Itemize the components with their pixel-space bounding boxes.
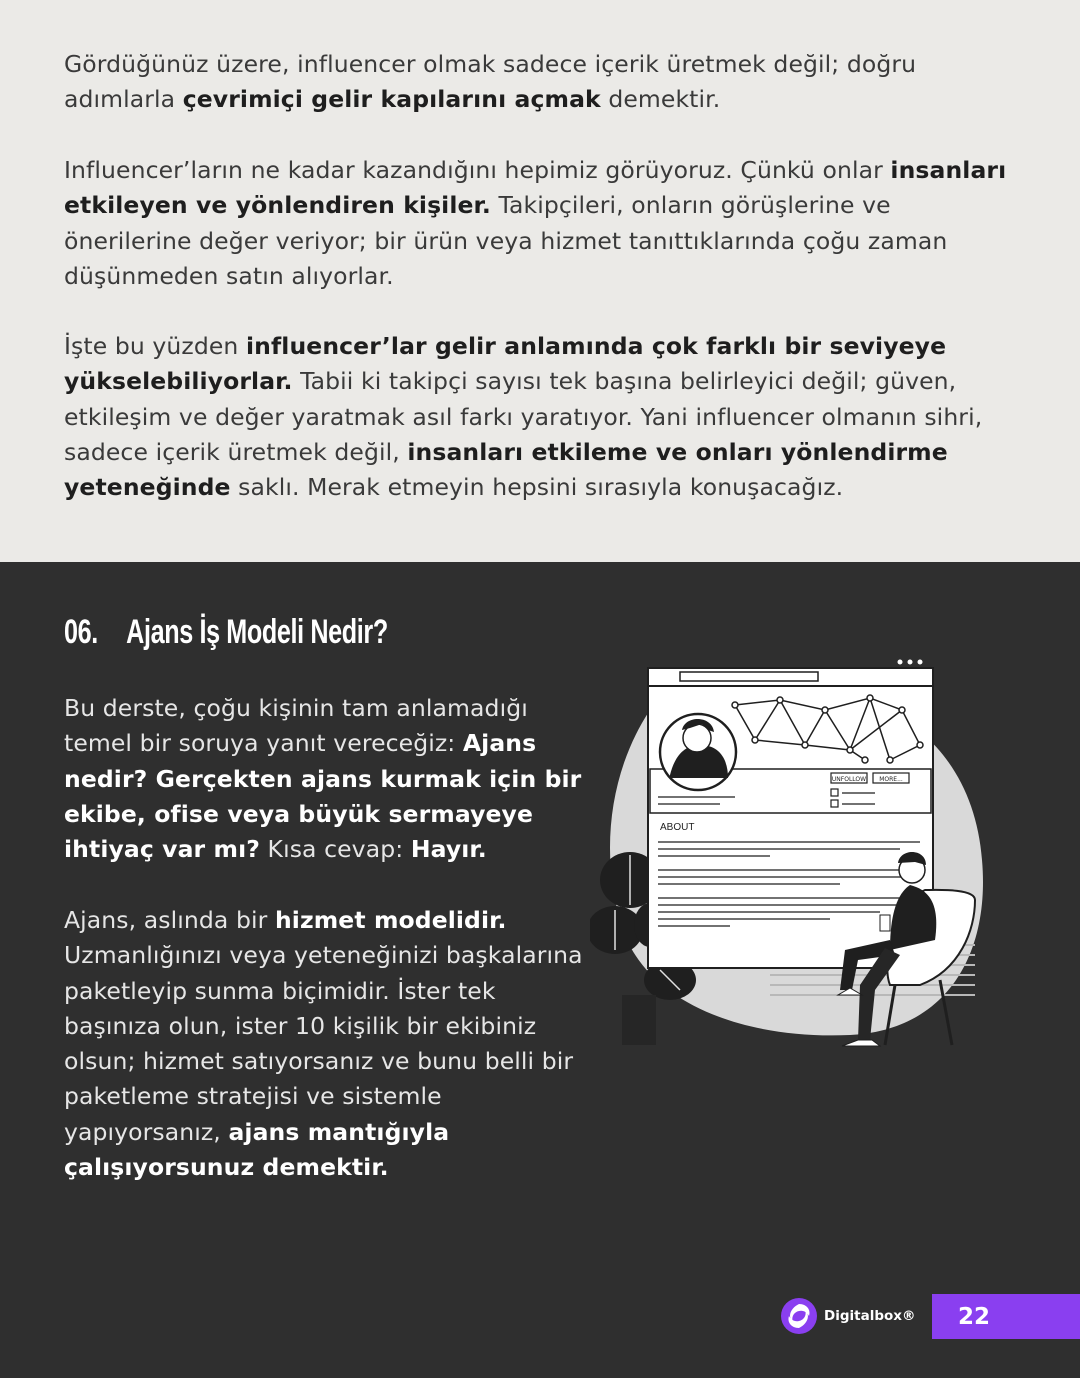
text-run: Gördüğünüz üzere, influencer olmak sadece içerik üretmek değil; doğru adımlarla bbox=[64, 50, 917, 114]
digitalbox-logo-icon bbox=[780, 1297, 818, 1335]
section-heading bbox=[64, 613, 388, 652]
section-number: 06. bbox=[64, 613, 98, 651]
brand-name: Digitalbox® bbox=[824, 1308, 916, 1324]
text-run: Ajans, aslında bir bbox=[64, 906, 275, 934]
text-run: Tabii ki takipçi sayısı tek başına belirleyici değil; güven, etkileşim ve değer yaratmak asıl farkı yaratıyor. Yani influencer olmanın sihri, sadece içerik üretmek değil, bbox=[64, 367, 983, 466]
bold-text: hizmet modelidir. bbox=[274, 906, 507, 934]
intro-paragraph-1 bbox=[64, 47, 1024, 118]
bold-text: insanları etkileme ve onları yönlendirme yeteneğinde bbox=[64, 437, 948, 502]
text-run: demektir. bbox=[600, 85, 721, 114]
bold-text: insanları etkileyen ve yönlendiren kişiler. bbox=[64, 156, 1007, 220]
about-label: ABOUT bbox=[660, 822, 695, 833]
section-title: Ajans İş Modeli Nedir? bbox=[126, 613, 388, 651]
window-dots-icon bbox=[898, 660, 923, 665]
section-paragraph-2 bbox=[64, 903, 584, 1185]
intro-section bbox=[0, 0, 1080, 562]
bold-text: çevrimiçi gelir kapılarını açmak bbox=[182, 85, 601, 114]
bold-text: ajans mantığıyla çalışıyorsunuz demektir. bbox=[64, 1117, 450, 1182]
bold-text: Ajans nedir? Gerçekten ajans kurmak için bir ekibe, ofise veya büyük sermayeye ihtiyaç var mı? bbox=[64, 729, 582, 864]
text-run: saklı. Merak etmeyin hepsini sırasıyla konuşacağız. bbox=[230, 473, 844, 502]
address-bar bbox=[680, 672, 818, 681]
bold-text: Hayır. bbox=[410, 835, 487, 864]
text-run: Kısa cevap: bbox=[259, 835, 411, 864]
text-run: Takipçileri, onların görüşlerine ve önerilerine değer veriyor; bir ürün veya hizmet tanıttıklarında çoğu zaman düşünmeden satın alıyorlar. bbox=[64, 191, 948, 290]
profile-illustration bbox=[590, 650, 1010, 1060]
page-number-tab bbox=[932, 1294, 1080, 1339]
text-run: İşte bu yüzden bbox=[64, 332, 246, 360]
text-run: Uzmanlığınızı veya yeteneğinizi başkalarına paketleyip sunma biçimidir. İster tek başınıza olun, ister 10 kişilik bir ekibiniz olsun; hizmet satıyorsanız ve bunu belli bir paketleme stratejisi ve sistemle yapıyorsanız, bbox=[64, 941, 583, 1146]
intro-paragraph-3 bbox=[64, 329, 1024, 505]
unfollow-label: UNFOLLOW bbox=[831, 776, 867, 783]
bold-text: influencer’lar gelir anlamında çok farklı bir seviyeye yükselebiliyorlar. bbox=[64, 332, 947, 396]
text-run: Bu derste, çoğu kişinin tam anlamadığı temel bir soruya yanıt vereceğiz: bbox=[64, 694, 528, 758]
more-label: MORE... bbox=[879, 776, 903, 783]
page-number: 22 bbox=[958, 1303, 991, 1330]
brand-logo bbox=[780, 1296, 915, 1336]
section-paragraph-1 bbox=[64, 691, 584, 867]
text-run: Influencer’ların ne kadar kazandığını hepimiz görüyoruz. Çünkü onlar bbox=[64, 156, 891, 184]
intro-paragraph-2 bbox=[64, 153, 1024, 294]
